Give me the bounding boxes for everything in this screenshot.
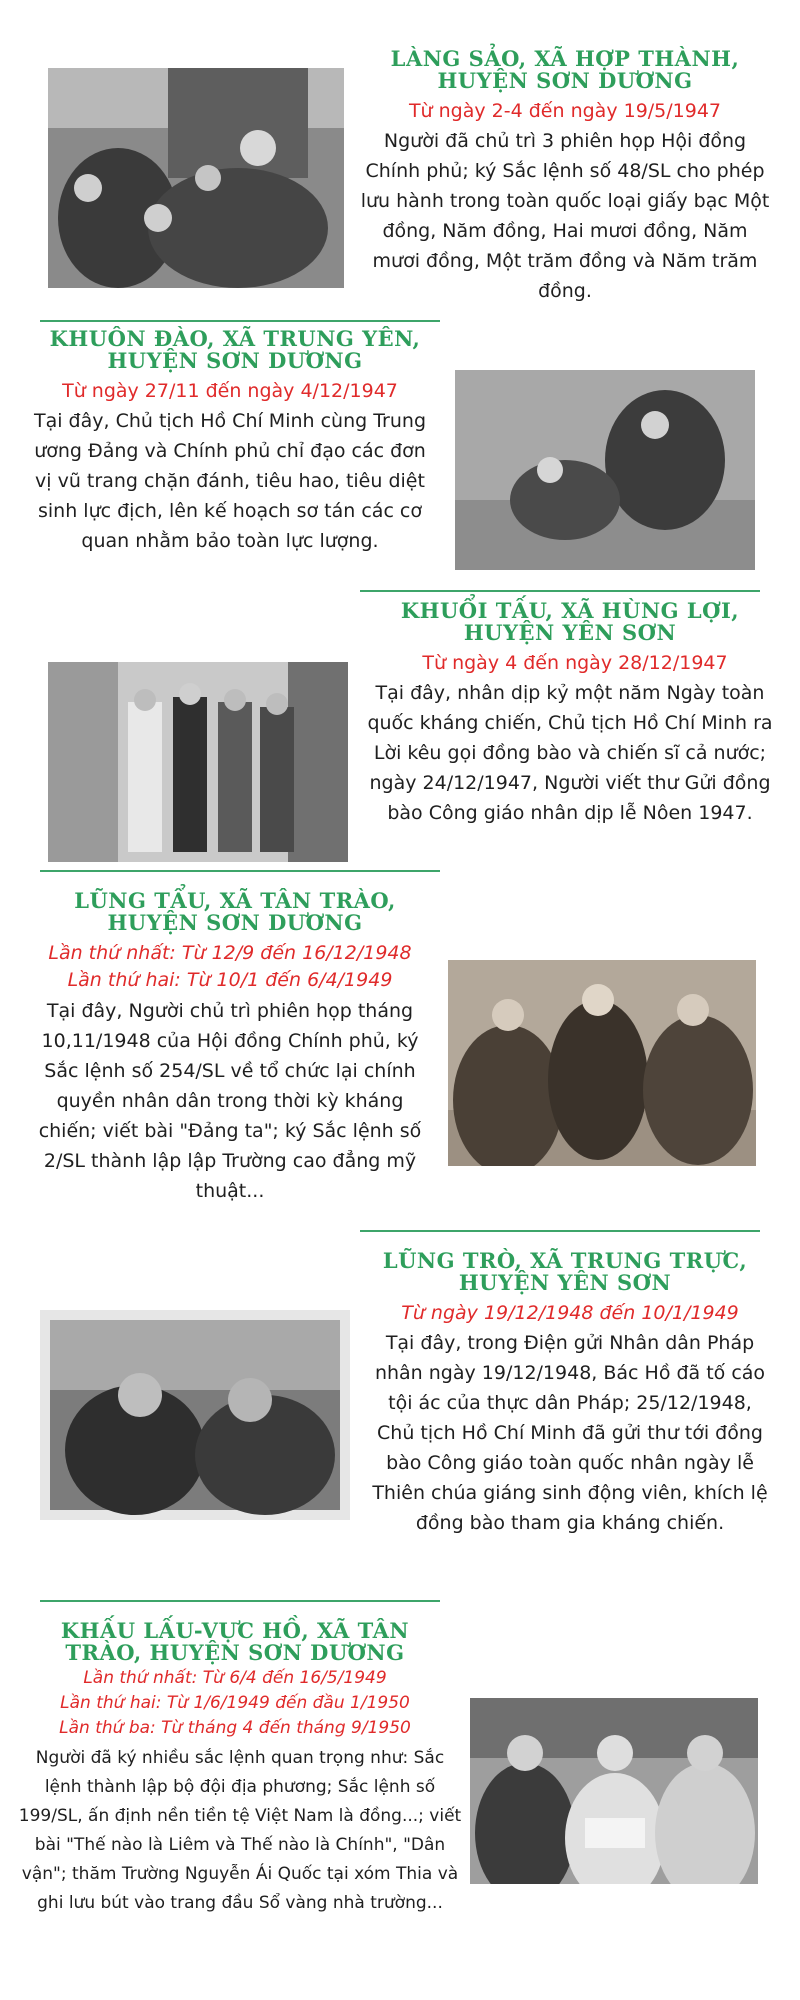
section-description: Người đã chủ trì 3 phiên họp Hội đồng Chính phủ; ký Sắc lệnh số 48/SL cho phép lưu hành trong toàn quốc loại giấy bạc Một đồng, Năm đồng, Hai mươi đồng, Năm mươi đồng, Một trăm đồng và Năm trăm đồng. bbox=[360, 130, 770, 302]
section-description: Tại đây, trong Điện gửi Nhân dân Pháp nhân ngày 19/12/1948, Bác Hồ đã tố cáo tội ác của thực dân Pháp; 25/12/1948, Chủ tịch Hồ Chí Minh đã gửi thư tới đồng bào Công giáo toàn quốc nhân ngày lễ Thiên chúa giáng sinh động viên, khích lệ đồng bào tham gia kháng chiến. bbox=[372, 1332, 768, 1534]
section-divider bbox=[360, 1230, 760, 1232]
section-divider bbox=[40, 870, 440, 872]
section-title: KHUÔN ĐÀO, XÃ TRUNG YÊN, HUYỆN SƠN DƯƠNG bbox=[49, 326, 421, 373]
section-divider bbox=[360, 590, 760, 592]
section-title: LÀNG SẢO, XÃ HỢP THÀNH, HUYỆN SƠN DƯƠNG bbox=[390, 46, 740, 93]
date-range: Từ ngày 19/12/1948 đến 10/1/1949 bbox=[401, 1302, 739, 1324]
section-lung-tro bbox=[0, 1230, 800, 1600]
section-description: Người đã ký nhiều sắc lệnh quan trọng như: Sắc lệnh thành lập bộ đội địa phương; Sắc lệnh số 199/SL, ấn định nền tiền tệ Việt Nam là đồng...; viết bài "Thế nào là Liêm và Thế nào là Chính", "Dân vận"; thăm Trường Nguyễn Ái Quốc tại xóm Thia và ghi lưu bút vào trang đầu Sổ vàng nhà trường... bbox=[18, 1748, 462, 1913]
section-title: KHẤU LẤU-VỰC HỒ, XÃ TÂN TRÀO, HUYỆN SƠN DƯƠNG bbox=[60, 1618, 410, 1665]
date-range-second: Lần thứ hai: Từ 1/6/1949 đến đầu 1/1950 bbox=[60, 1693, 410, 1713]
section-title: LŨNG TRÒ, XÃ TRUNG TRỰC, HUYỆN YÊN SƠN bbox=[382, 1248, 748, 1295]
historical-photo bbox=[470, 1698, 758, 1884]
historical-photo bbox=[40, 1310, 350, 1520]
section-description: Tại đây, nhân dịp kỷ một năm Ngày toàn quốc kháng chiến, Chủ tịch Hồ Chí Minh ra Lời kêu gọi đồng bào và chiến sĩ cả nước; ngày 24/12/1947, Người viết thư Gửi đồng bào Công giáo nhân dịp lễ Nôen 1947. bbox=[367, 682, 773, 824]
section-lung-tau bbox=[0, 870, 800, 1230]
date-range-first: Lần thứ nhất: Từ 6/4 đến 16/5/1949 bbox=[83, 1668, 387, 1688]
historical-photo bbox=[448, 960, 756, 1166]
section-title: LŨNG TẨU, XÃ TÂN TRÀO, HUYỆN SƠN DƯƠNG bbox=[74, 888, 396, 935]
date-range-third: Lần thứ ba: Từ tháng 4 đến tháng 9/1950 bbox=[59, 1718, 411, 1738]
section-title: KHUỔI TẤU, XÃ HÙNG LỢI, HUYỆN YÊN SƠN bbox=[400, 598, 740, 645]
date-range: Từ ngày 4 đến ngày 28/12/1947 bbox=[422, 652, 728, 674]
section-khuoi-tau bbox=[0, 590, 800, 870]
section-khau-lau bbox=[0, 1600, 800, 2000]
date-range: Từ ngày 2-4 đến ngày 19/5/1947 bbox=[408, 100, 722, 122]
section-divider bbox=[40, 1600, 440, 1602]
section-divider bbox=[40, 320, 440, 322]
date-range-second: Lần thứ hai: Từ 10/1 đến 6/4/1949 bbox=[67, 969, 393, 991]
date-range: Từ ngày 27/11 đến ngày 4/12/1947 bbox=[62, 380, 398, 402]
section-khuon-dao bbox=[0, 320, 800, 590]
section-description: Tại đây, Người chủ trì phiên họp tháng 10,11/1948 của Hội đồng Chính phủ, ký Sắc lệnh số 254/SL về tổ chức lại chính quyền nhân dân trong thời kỳ kháng chiến; viết bài "Đảng ta"; ký Sắc lệnh số 2/SL thành lập lập Trường cao đẳng mỹ thuật... bbox=[38, 1000, 422, 1202]
historical-photo bbox=[455, 370, 755, 570]
historical-photo bbox=[48, 68, 344, 288]
section-description: Tại đây, Chủ tịch Hồ Chí Minh cùng Trung ương Đảng và Chính phủ chỉ đạo các đơn vị vũ trang chặn đánh, tiêu hao, tiêu diệt sinh lực địch, lên kế hoạch sơ tán các cơ quan nhằm bảo toàn lực lượng. bbox=[33, 410, 426, 552]
historical-photo bbox=[48, 662, 348, 862]
section-lang-sao bbox=[0, 0, 800, 320]
date-range-first: Lần thứ nhất: Từ 12/9 đến 16/12/1948 bbox=[48, 942, 412, 964]
